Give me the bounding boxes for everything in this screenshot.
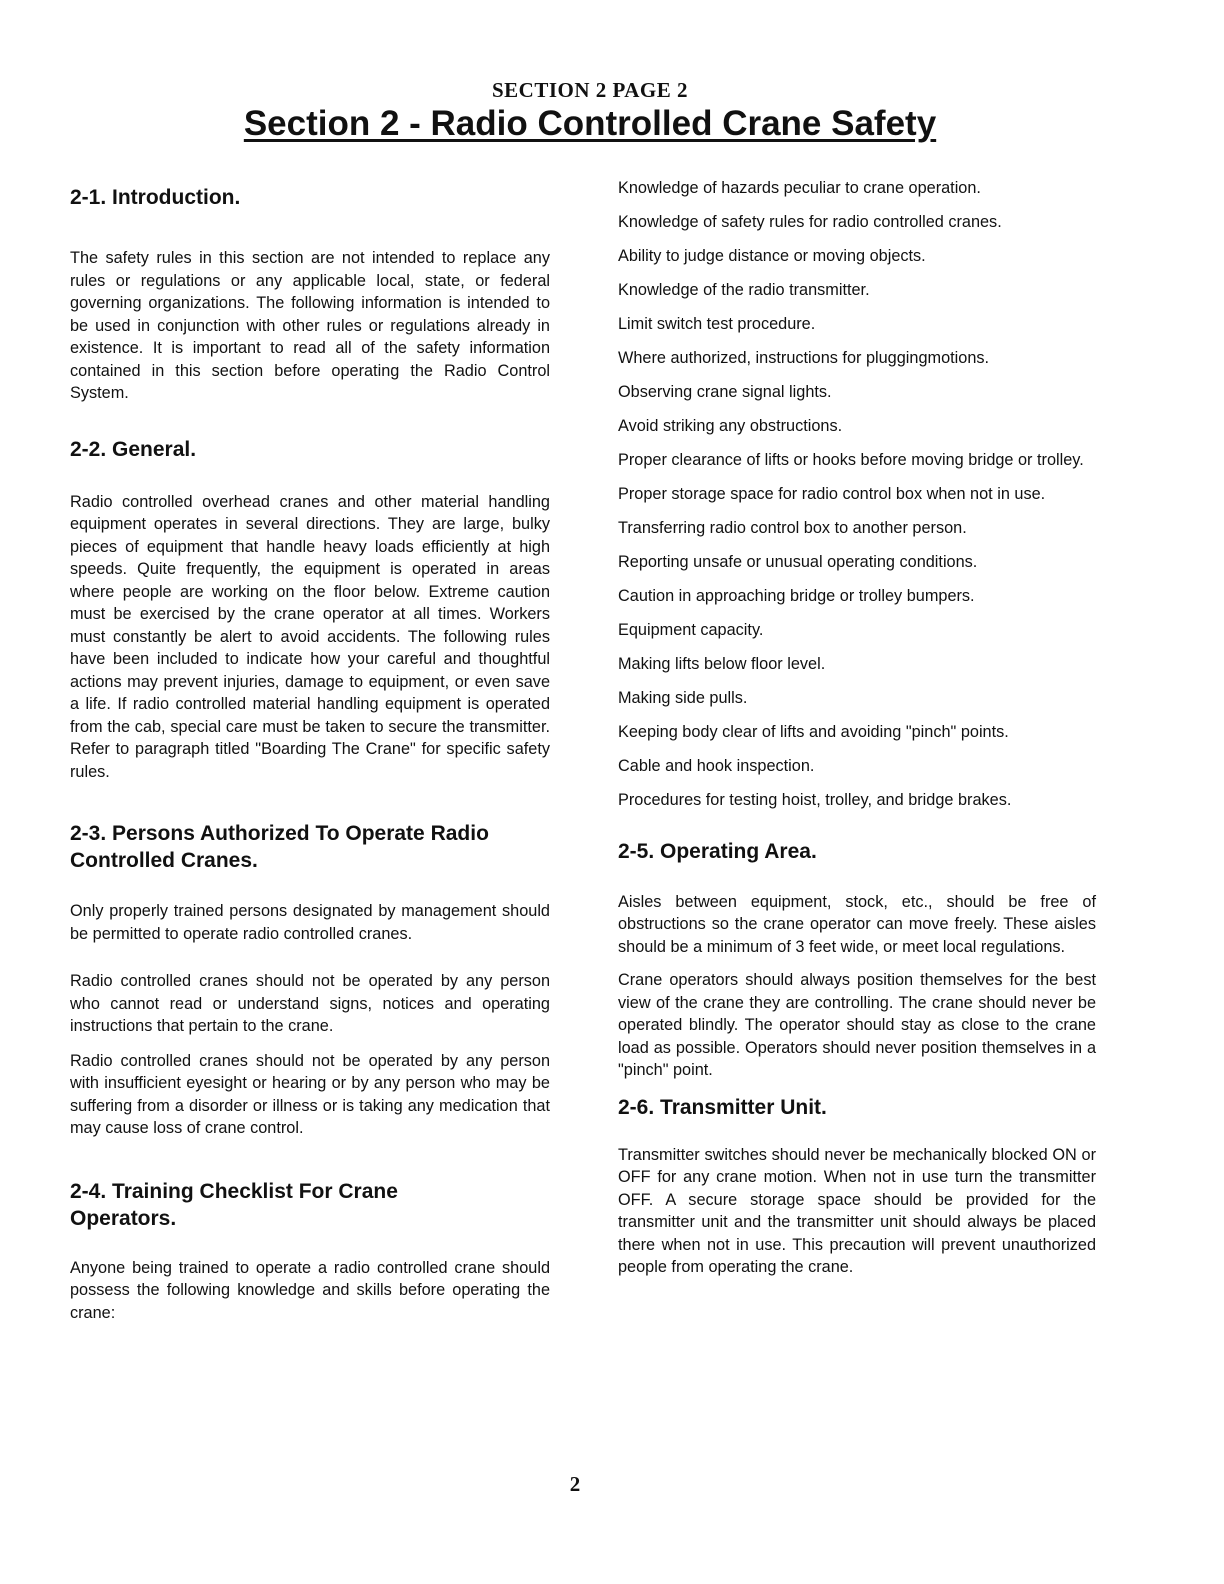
checklist-item: Equipment capacity. xyxy=(618,621,764,639)
section-page-label: SECTION 2 PAGE 2 xyxy=(491,78,689,102)
transmitter-paragraph: Transmitter switches should never be mechanically blocked ON or OFF for any crane motion. When not in use turn the transmitter OFF. A secure storage space should be provided for the transmitter unit and the transmitter unit should always be placed there when not in use. This precaution will prevent unauthorized people from operating the crane. xyxy=(618,1145,1096,1276)
checklist-item: Caution in approaching bridge or trolley bumpers. xyxy=(618,587,975,605)
checklist-item: Where authorized, instructions for pluggingmotions. xyxy=(618,349,990,367)
general-paragraph: Radio controlled overhead cranes and other material handling equipment operates in several directions. They are large, bulky pieces of equipment that handle heavy loads efficiently at high speeds. Quite frequently, the equipment is operated in areas where people are working on the floor below. Extreme caution must be exercised by the crane operator at all times. Workers must constantly be alert to avoid accidents. The following rules have been included to indicate how your careful and thoughtful actions may prevent injuries, damage to equipment, or even save a life. If radio controlled material handling equipment is operated from the cab, special care must be taken to secure the transmitter. Refer to paragraph titled "Boarding The Crane" for specific safety rules. xyxy=(70,492,550,781)
checklist-item: Knowledge of the radio transmitter. xyxy=(618,281,870,299)
checklist-item: Knowledge of safety rules for radio controlled cranes. xyxy=(618,213,1002,231)
heading-operating-area: 2-5. Operating Area. xyxy=(618,839,817,863)
heading-persons-authorized: 2-3. Persons Authorized To Operate Radio Controlled Cranes. xyxy=(70,822,489,872)
persons-paragraph-2: Radio controlled cranes should not be operated by any person who cannot read or understand signs, notices and operating instructions that pertain to the crane. xyxy=(70,972,550,1035)
checklist-item: Cable and hook inspection. xyxy=(618,757,815,775)
heading-introduction: 2-1. Introduction. xyxy=(70,186,241,209)
introduction-paragraph: The safety rules in this section are not intended to replace any rules or regulations or any applicable local, state, or federal governing organizations. The following information is intended to be used in conjunction with other rules or regulations already in existence. It is important to read all of the safety information contained in this section before operating the Radio Control System. xyxy=(70,249,550,402)
right-column xyxy=(618,170,1096,1279)
checklist-item: Limit switch test procedure. xyxy=(618,315,816,333)
training-checklist xyxy=(618,177,1096,812)
checklist-item: Proper clearance of lifts or hooks before moving bridge or trolley. xyxy=(618,451,1084,469)
operating-area-paragraph-2: Crane operators should always position themselves for the best view of the crane they are controlling. The crane should never be operated blindly. The operator should stay as close to the crane load as possible. Operators should never position themselves in a "pinch" point. xyxy=(618,971,1096,1079)
training-paragraph: Anyone being trained to operate a radio controlled crane should possess the following knowledge and skills before operating the crane: xyxy=(70,1258,550,1322)
checklist-item: Procedures for testing hoist, trolley, and bridge brakes. xyxy=(618,791,1012,809)
heading-transmitter-unit: 2-6. Transmitter Unit. xyxy=(618,1095,827,1119)
checklist-item: Keeping body clear of lifts and avoiding "pinch" points. xyxy=(618,723,1009,741)
persons-paragraph-3: Radio controlled cranes should not be operated by any person with insufficient eyesight or hearing or by any person who may be suffering from a disorder or illness or is taking any medication that may cause loss of crane control. xyxy=(70,1051,550,1137)
checklist-item: Transferring radio control box to another person. xyxy=(618,519,967,537)
persons-paragraph-1: Only properly trained persons designated by management should be permitted to operate radio controlled cranes. xyxy=(70,902,550,943)
page-title: Section 2 - Radio Controlled Crane Safety xyxy=(243,104,937,143)
left-column xyxy=(70,170,550,1324)
heading-training-checklist: 2-4. Training Checklist For Crane Operators. xyxy=(70,1179,398,1230)
checklist-item: Proper storage space for radio control box when not in use. xyxy=(618,485,1046,503)
checklist-item: Reporting unsafe or unusual operating conditions. xyxy=(618,553,978,571)
page-number: 2 xyxy=(569,1472,581,1496)
checklist-item: Making side pulls. xyxy=(618,689,748,707)
checklist-item: Ability to judge distance or moving objects. xyxy=(618,247,926,265)
heading-general: 2-2. General. xyxy=(70,437,197,461)
checklist-item: Avoid striking any obstructions. xyxy=(618,417,843,435)
checklist-item: Knowledge of hazards peculiar to crane operation. xyxy=(618,179,981,197)
checklist-item: Making lifts below floor level. xyxy=(618,655,826,673)
operating-area-paragraph-1: Aisles between equipment, stock, etc., should be free of obstructions so the crane operator can move freely. These aisles should be a minimum of 3 feet wide, or meet local regulations. xyxy=(618,892,1096,956)
checklist-item: Observing crane signal lights. xyxy=(618,383,832,401)
